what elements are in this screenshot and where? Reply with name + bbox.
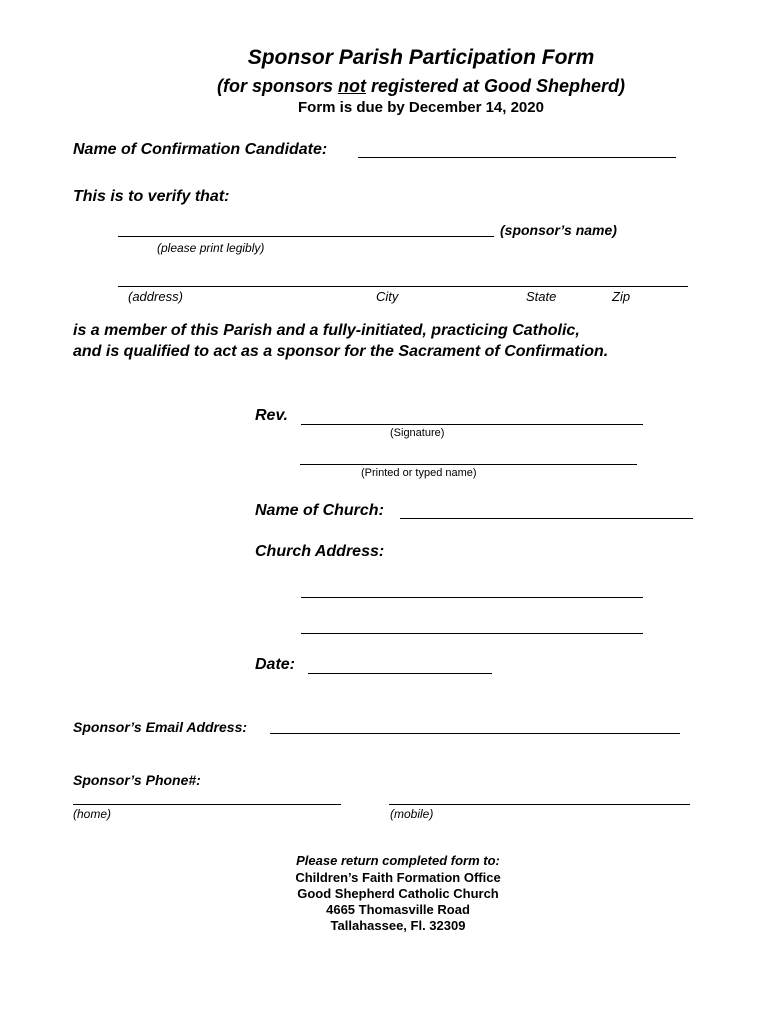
signature-hint: (Signature) — [390, 427, 445, 439]
email-field[interactable] — [270, 733, 680, 734]
church-name-field[interactable] — [400, 518, 693, 519]
state-label: State — [526, 289, 557, 304]
verify-label: This is to verify that: — [73, 188, 230, 205]
printed-name-hint: (Printed or typed name) — [361, 467, 477, 479]
return-church: Good Shepherd Catholic Church — [297, 886, 499, 901]
return-heading: Please return completed form to: — [296, 853, 500, 868]
statement-line-2: and is qualified to act as a sponsor for the Sacrament of Confirmation. — [73, 343, 609, 360]
date-field[interactable] — [308, 673, 492, 674]
address-label: (address) — [128, 289, 183, 304]
sponsor-address-field[interactable] — [118, 286, 688, 287]
zip-label: Zip — [612, 289, 631, 304]
sponsor-name-label: (sponsor’s name) — [500, 222, 617, 238]
due-date: Form is due by December 14, 2020 — [298, 99, 544, 116]
signature-field[interactable] — [301, 424, 643, 425]
date-label: Date: — [255, 656, 296, 673]
sponsor-name-field[interactable] — [118, 236, 494, 237]
church-address-label: Church Address: — [255, 543, 385, 560]
print-hint: (please print legibly) — [157, 241, 265, 255]
rev-label: Rev. — [255, 407, 288, 424]
city-label: City — [376, 289, 399, 304]
printed-name-field[interactable] — [300, 464, 637, 465]
phone-label: Sponsor’s Phone#: — [73, 772, 201, 788]
mobile-label: (mobile) — [390, 807, 434, 821]
home-phone-field[interactable] — [73, 804, 341, 805]
church-address-field-1[interactable] — [301, 597, 643, 598]
subtitle-not: not — [337, 76, 366, 96]
mobile-phone-field[interactable] — [389, 804, 690, 805]
return-office: Children’s Faith Formation Office — [295, 870, 501, 885]
home-label: (home) — [73, 807, 112, 821]
email-label: Sponsor’s Email Address: — [73, 719, 248, 735]
form-subtitle — [0, 76, 770, 97]
subtitle-post: registered at Good Shepherd) — [365, 76, 626, 96]
candidate-name-field[interactable] — [358, 157, 676, 158]
church-address-field-2[interactable] — [301, 633, 643, 634]
statement-line-1: is a member of this Parish and a fully-initiated, practicing Catholic, — [73, 322, 580, 339]
candidate-label: Name of Confirmation Candidate: — [73, 141, 328, 158]
form-title: Sponsor Parish Participation Form — [247, 46, 595, 69]
church-name-label: Name of Church: — [255, 502, 384, 519]
return-street: 4665 Thomasville Road — [326, 902, 470, 917]
return-city: Tallahassee, Fl. 32309 — [330, 918, 466, 933]
subtitle-pre: (for sponsors — [216, 76, 338, 96]
